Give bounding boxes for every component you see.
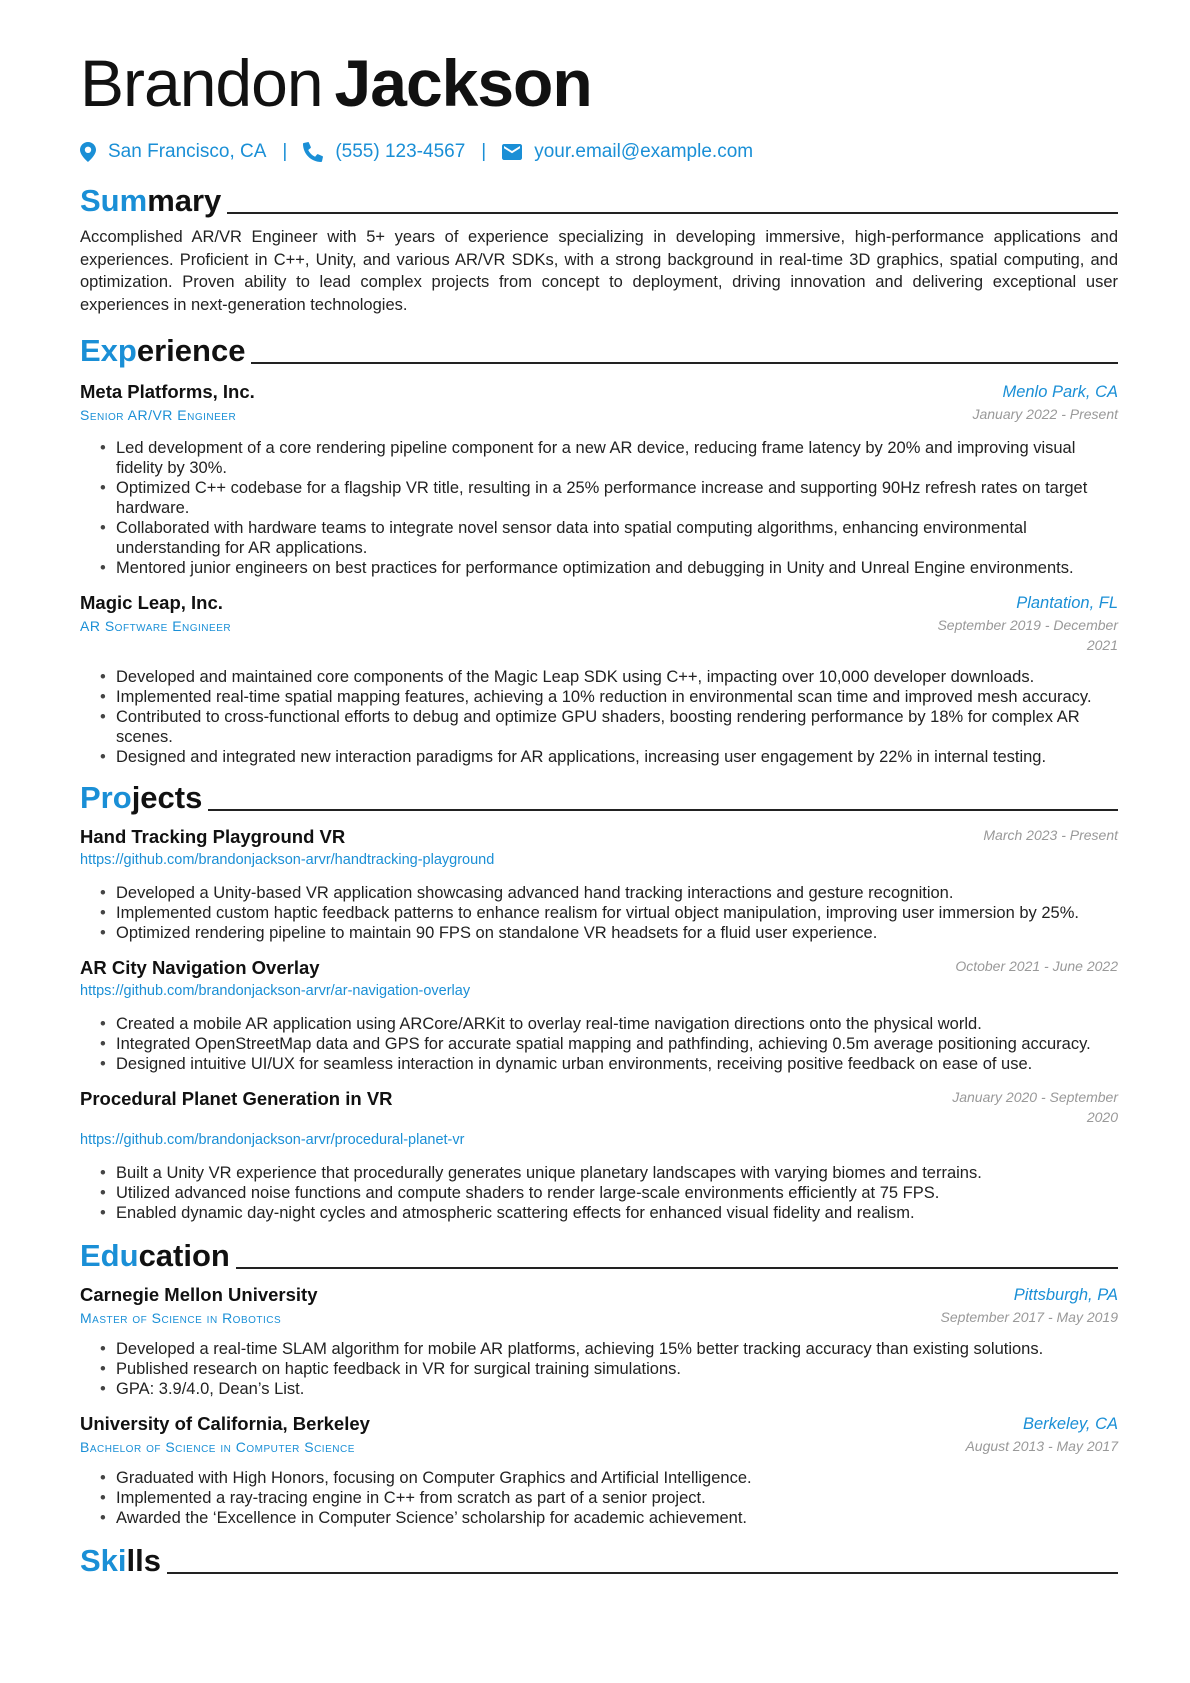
section-title: Projects — [80, 780, 203, 815]
project-link[interactable]: https://github.com/brandonjackson-arvr/procedural-planet-vr — [80, 1132, 465, 1148]
bullet-list — [80, 1339, 1118, 1399]
summary-section — [80, 178, 1118, 316]
phone-text: (555) 123-4567 — [335, 141, 466, 162]
bullet-item: • Published research on haptic feedback in VR for surgical training simulations. — [100, 1359, 1118, 1379]
bullet-list — [80, 667, 1118, 767]
bullet-item: • Implemented a ray-tracing engine in C++ from scratch as part of a senior project. — [100, 1488, 1118, 1508]
section-title: Education — [80, 1238, 230, 1273]
section-heading — [80, 775, 1118, 815]
bullet-list — [80, 1163, 1118, 1223]
project-dates: January 2020 - September 2020 — [952, 1089, 1118, 1125]
first-name: Brandon — [80, 46, 323, 120]
section-divider — [227, 212, 1118, 214]
bullet-item: • Utilized advanced noise functions and compute shaders to render large-scale environments efficiently at 75 FPS. — [100, 1183, 1118, 1203]
project-title: AR City Navigation Overlay — [80, 957, 320, 978]
bullet-item: • Mentored junior engineers on best practices for performance optimization and debugging in Unity and Unreal Engine environments. — [100, 558, 1118, 578]
section-title: Experience — [80, 333, 246, 368]
section-divider — [167, 1572, 1118, 1574]
bullet-item: • Optimized C++ codebase for a flagship VR title, resulting in a 25% performance increase and supporting 90Hz refresh rates on target hardware. — [100, 478, 1118, 518]
candidate-name — [80, 44, 1118, 122]
school-dates: September 2017 - May 2019 — [940, 1309, 1118, 1325]
contact-location — [80, 141, 266, 163]
bullet-list — [80, 438, 1118, 578]
map-pin-icon — [80, 142, 96, 162]
bullet-list — [80, 883, 1118, 943]
section-heading — [80, 178, 1118, 218]
bullet-item: • Designed and integrated new interaction paradigms for AR applications, increasing user engagement by 22% in internal testing. — [100, 747, 1118, 767]
company-name: Meta Platforms, Inc. — [80, 381, 255, 402]
bullet-item: • Collaborated with hardware teams to integrate novel sensor data into spatial computing algorithms, enhancing environmental understanding for AR applications. — [100, 518, 1118, 558]
contact-phone[interactable] — [303, 141, 465, 163]
contact-bar — [80, 138, 1118, 166]
bullet-item: • Built a Unity VR experience that procedurally generates unique planetary landscapes with varying biomes and terrains. — [100, 1163, 1118, 1183]
bullet-list — [80, 1468, 1118, 1528]
summary-text: Accomplished AR/VR Engineer with 5+ years of experience specializing in developing immersive, high-performance applications and experiences. Proficient in C++, Unity, and various AR/VR SDKs, with a strong background in real-time 3D graphics, spatial computing, and optimization. Proven ability to lead complex projects from concept to deployment, driving innovation and delivering exceptional user experiences in next-generation technologies. — [80, 228, 1118, 314]
bullet-item: • Developed a Unity-based VR application showcasing advanced hand tracking interactions and gesture recognition. — [100, 883, 1118, 903]
section-heading — [80, 328, 1118, 368]
bullet-item: • Implemented real-time spatial mapping features, achieving a 10% reduction in environmental scan time and improved mesh accuracy. — [100, 687, 1118, 707]
section-title: Summary — [80, 183, 222, 218]
bullet-item: • Created a mobile AR application using ARCore/ARKit to overlay real-time navigation directions onto the physical world. — [100, 1014, 1118, 1034]
contact-separator: | — [481, 141, 487, 162]
section-divider — [251, 362, 1118, 364]
project-entry — [80, 956, 1118, 1074]
job-dates: September 2019 - December 2021 — [937, 617, 1118, 653]
bullet-list — [80, 1014, 1118, 1074]
degree: Master of Science in Robotics — [80, 1310, 282, 1326]
job-location: Menlo Park, CA — [1002, 383, 1118, 401]
bullet-item: • Developed and maintained core components of the Magic Leap SDK using C++, impacting over 10,000 developer downloads. — [100, 667, 1118, 687]
experience-entry — [80, 380, 1118, 578]
bullet-item: • Integrated OpenStreetMap data and GPS for accurate spatial mapping and pathfinding, achieving 0.5m average positioning accuracy. — [100, 1034, 1118, 1054]
school-name: Carnegie Mellon University — [80, 1284, 318, 1305]
project-entry — [80, 825, 1118, 943]
school-location: Pittsburgh, PA — [1013, 1286, 1118, 1304]
email-text: your.email@example.com — [534, 141, 754, 162]
job-dates: January 2022 - Present — [972, 406, 1118, 422]
section-title: Skills — [80, 1543, 161, 1578]
bullet-item: • Implemented custom haptic feedback patterns to enhance realism for virtual object manipulation, improving user immersion by 25%. — [100, 903, 1118, 923]
bullet-item: • GPA: 3.9/4.0, Dean’s List. — [100, 1379, 1118, 1399]
project-link[interactable]: https://github.com/brandonjackson-arvr/ar-navigation-overlay — [80, 983, 471, 999]
section-divider — [236, 1267, 1118, 1269]
company-name: Magic Leap, Inc. — [80, 592, 223, 613]
project-dates: March 2023 - Present — [983, 827, 1118, 843]
project-title: Hand Tracking Playground VR — [80, 826, 346, 847]
job-title: AR Software Engineer — [80, 618, 232, 634]
section-heading — [80, 1538, 1118, 1578]
school-location: Berkeley, CA — [1022, 1415, 1118, 1433]
education-entry — [80, 1283, 1118, 1399]
bullet-item: • Contributed to cross-functional efforts to debug and optimize GPU shaders, boosting rendering performance by 18% for complex AR scenes. — [100, 707, 1118, 747]
experience-section — [80, 328, 1118, 767]
last-name: Jackson — [334, 46, 592, 120]
degree: Bachelor of Science in Computer Science — [80, 1439, 355, 1455]
contact-email[interactable] — [502, 141, 753, 163]
school-name: University of California, Berkeley — [80, 1413, 370, 1434]
bullet-item: • Developed a real-time SLAM algorithm for mobile AR platforms, achieving 15% better tracking accuracy than existing solutions. — [100, 1339, 1118, 1359]
envelope-icon — [502, 142, 522, 162]
resume-page — [80, 0, 1118, 1578]
bullet-item: • Led development of a core rendering pipeline component for a new AR device, reducing frame latency by 20% and improving visual fidelity by 30%. — [100, 438, 1118, 478]
project-link[interactable]: https://github.com/brandonjackson-arvr/handtracking-playground — [80, 852, 495, 868]
project-title: Procedural Planet Generation in VR — [80, 1088, 393, 1109]
bullet-item: • Awarded the ‘Excellence in Computer Science’ scholarship for academic achievement. — [100, 1508, 1118, 1528]
contact-separator: | — [282, 141, 288, 162]
bullet-item: • Graduated with High Honors, focusing on Computer Graphics and Artificial Intelligence. — [100, 1468, 1118, 1488]
skills-section — [80, 1538, 1118, 1578]
bullet-item: • Optimized rendering pipeline to maintain 90 FPS on standalone VR headsets for a fluid user experience. — [100, 923, 1118, 943]
projects-section — [80, 775, 1118, 1223]
section-heading — [80, 1233, 1118, 1273]
project-entry — [80, 1087, 1118, 1223]
phone-icon — [303, 142, 323, 162]
location-text: San Francisco, CA — [108, 141, 267, 162]
bullet-item: • Designed intuitive UI/UX for seamless interaction in dynamic urban environments, receiving positive feedback on ease of use. — [100, 1054, 1118, 1074]
education-section — [80, 1233, 1118, 1528]
school-dates: August 2013 - May 2017 — [965, 1438, 1118, 1454]
education-entry — [80, 1412, 1118, 1528]
project-dates: October 2021 - June 2022 — [955, 958, 1118, 974]
section-divider — [208, 809, 1118, 811]
job-location: Plantation, FL — [1016, 594, 1118, 612]
job-title: Senior AR/VR Engineer — [80, 407, 237, 423]
bullet-item: • Enabled dynamic day-night cycles and atmospheric scattering effects for enhanced visual fidelity and realism. — [100, 1203, 1118, 1223]
experience-entry — [80, 591, 1118, 767]
